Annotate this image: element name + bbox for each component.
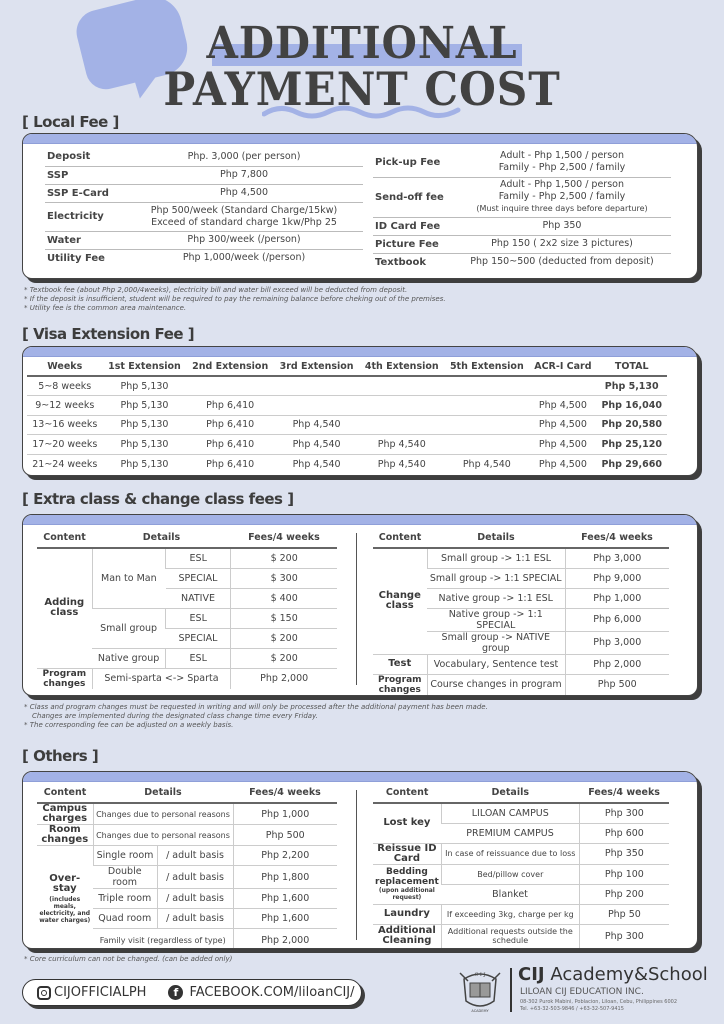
class-type: ESL [166, 608, 231, 628]
instagram-link[interactable]: CIJOFFICIALPH [54, 985, 147, 1000]
visa-fee [274, 376, 359, 396]
fee-value-line: Php 150~500 (deducted from deposit) [470, 256, 654, 268]
company-name: LILOAN CIJ EDUCATION INC. [520, 987, 644, 997]
local-fee-row [373, 148, 671, 177]
visa-fee: Php 6,410 [186, 415, 274, 435]
change-detail: Small group -> 1:1 ESL [427, 548, 565, 568]
fee-label: Picture Fee [375, 238, 439, 250]
section-title-others: [ Others ] [22, 747, 99, 765]
class-type: SPECIAL [166, 568, 231, 588]
col-header-content: Content [373, 527, 427, 548]
fee-value: $ 150 [231, 608, 337, 628]
visa-fee [444, 435, 529, 455]
visa-fee [186, 376, 274, 396]
visa-fee: Php 4,540 [292, 458, 341, 470]
visa-col-header: 3rd Extension [274, 357, 359, 376]
fee-label: Deposit [47, 151, 91, 163]
page-title-line1: ADDITIONAL [206, 18, 518, 69]
visa-fee: Php 6,410 [186, 396, 274, 416]
over-stay-sub: (includes meals, electricity, and water charges) [39, 896, 91, 924]
local-fee-row [45, 148, 363, 166]
visa-row [27, 454, 667, 474]
local-fee-row [45, 202, 363, 231]
visa-fee: Php 4,540 [377, 458, 426, 470]
fee-value-line: Php 150 ( 2x2 size 3 pictures) [491, 238, 633, 249]
note-line: * Textbook fee (about Php 2,000/4weeks), electricity bill and water bill exceed will be deducted from deposit. [24, 286, 408, 294]
wave-decoration [262, 104, 462, 120]
fee-value [125, 249, 363, 267]
fee-value: Php 50 [579, 904, 669, 924]
visa-row [27, 435, 667, 455]
fee-value: Php 9,000 [565, 568, 669, 588]
fee-value: $ 300 [231, 568, 337, 588]
visa-fee [359, 376, 444, 396]
content-program-changes: Program changes [42, 668, 87, 689]
card-header-bar [23, 347, 697, 357]
fee-value-line: Php. 3,000 (per person) [187, 150, 301, 162]
visa-total: Php 20,580 [596, 415, 667, 435]
fee-value: Php 300 [579, 803, 669, 823]
cleaning-detail: Additional requests outside the schedule [441, 924, 579, 948]
visa-card [22, 346, 698, 476]
room-basis: / adult basis [157, 909, 233, 929]
fee-value [125, 148, 363, 166]
fee-value: Php 6,000 [565, 608, 669, 631]
local-fee-row [45, 231, 363, 249]
content-campus-charges: Campus charges [37, 803, 93, 825]
fee-value-line: Php 300/week (/person) [187, 234, 301, 245]
visa-fee: Php 4,500 [529, 435, 596, 455]
change-class-table [373, 527, 669, 695]
local-fee-row [45, 184, 363, 202]
class-type: NATIVE [166, 588, 231, 608]
fee-label: Textbook [375, 256, 427, 268]
visa-table [27, 357, 667, 474]
visa-col-header: ACR-I Card [529, 357, 596, 376]
visa-fee: Php 4,500 [538, 458, 587, 470]
visa-fee [529, 376, 596, 396]
col-header-fees: Fees/4 weeks [565, 527, 669, 548]
content-lost-key: Lost key [373, 803, 441, 843]
fee-value: Php 1,000 [565, 588, 669, 608]
room-type: Quad room [93, 909, 157, 929]
card-header-bar [23, 772, 697, 782]
content-room-changes: Room changes [37, 825, 93, 846]
fee-value-line: Php 500/week (Standard Charge/15kw) [150, 204, 338, 216]
bedding-sub: (upon additional request) [378, 887, 435, 901]
others-table-right [373, 782, 669, 948]
fee-value: $ 200 [231, 628, 337, 648]
col-header-content: Content [373, 782, 441, 803]
content-change-class: Change class [373, 548, 427, 654]
fee-value-line: Php 4,500 [220, 187, 268, 198]
col-header-details: Details [441, 782, 579, 803]
brand-name [518, 964, 708, 985]
visa-total: Php 16,040 [596, 396, 667, 416]
visa-fee: Php 4,540 [462, 458, 511, 470]
card-header-bar [23, 134, 697, 144]
fee-value-line: Php 350 [542, 220, 582, 231]
bedding-detail: Bed/pillow cover [441, 864, 579, 884]
visa-total: Php 29,660 [601, 458, 662, 470]
fee-value: Php 1,600 [233, 909, 337, 929]
section-title-visa: [ Visa Extension Fee ] [22, 325, 195, 343]
note-line: * The corresponding fee can be adjusted on a weekly basis. [24, 721, 234, 729]
local-fee-card [22, 133, 698, 279]
facebook-icon: f [168, 985, 183, 1000]
fee-value [125, 184, 363, 202]
fee-value: Php 2,000 [565, 654, 669, 674]
svg-text:C I J: C I J [474, 972, 486, 978]
extra-class-card [22, 514, 698, 696]
column-divider [356, 790, 357, 940]
test-detail: Vocabulary, Sentence test [427, 654, 565, 674]
visa-fee: Php 5,130 [120, 458, 169, 470]
fee-value-line: Php 7,800 [220, 169, 268, 180]
local-fee-row [45, 166, 363, 184]
change-detail: Native group -> 1:1 ESL [427, 588, 565, 608]
fee-value: $ 200 [231, 548, 337, 568]
visa-fee: Php 4,500 [529, 415, 596, 435]
fee-value-line: Exceed of standard charge 1kw/Php 25 [151, 216, 337, 228]
visa-row [27, 396, 667, 416]
fee-label: Utility Fee [47, 252, 105, 264]
family-visit-detail: Family visit (regardless of type) [99, 936, 226, 946]
brand-divider [510, 968, 512, 1012]
visa-total: Php 25,120 [596, 435, 667, 455]
fee-value: Php 500 [565, 674, 669, 695]
fee-value-line: Adult - Php 1,500 / person [499, 179, 624, 190]
local-fee-table-left [45, 148, 363, 267]
fee-label: SSP E-Card [47, 187, 109, 199]
visa-fee: Php 5,130 [103, 396, 187, 416]
company-address: 08-302 Purok Mabini, Poblacion, Liloan, Cebu, Philippines 6002 [520, 999, 678, 1005]
fee-value [453, 253, 671, 271]
local-fee-row [373, 253, 671, 271]
col-header-fees: Fees/4 weeks [233, 782, 337, 803]
fee-value [125, 166, 363, 184]
fee-value-line: Php 1,000/week (/person) [182, 252, 306, 264]
svg-text:ACADEMY: ACADEMY [471, 1009, 489, 1013]
content-adding-class: Adding class [37, 548, 92, 668]
visa-fee [444, 396, 529, 416]
visa-fee: Php 4,500 [529, 396, 596, 416]
laundry-detail: If exceeding 3kg, charge per kg [441, 904, 579, 924]
visa-fee: Php 4,540 [274, 415, 359, 435]
fee-value: Php 600 [579, 823, 669, 843]
column-divider [356, 533, 357, 685]
note-line: * If the deposit is insufficient, student will be required to pay the remaining balance before cheking out of the premises. [24, 295, 446, 303]
room-basis: / adult basis [157, 866, 233, 889]
company-contact [520, 999, 677, 1013]
instagram-icon [37, 986, 51, 1000]
brand-rest: Academy&School [544, 964, 708, 985]
fee-value: Php 2,000 [233, 929, 337, 950]
extra-class-notes [24, 703, 488, 730]
col-header-content: Content [37, 527, 92, 548]
visa-fee: Php 6,410 [206, 458, 255, 470]
change-detail: Small group -> 1:1 SPECIAL [427, 568, 565, 588]
fee-value: $ 200 [231, 648, 337, 668]
visa-weeks: 21~24 weeks [32, 458, 98, 470]
col-header-fees: Fees/4 weeks [231, 527, 337, 548]
lost-key-detail: PREMIUM CAMPUS [441, 823, 579, 843]
fee-value: Php 3,000 [565, 631, 669, 654]
others-note: * Core curriculum can not be changed. (can be added only) [24, 955, 233, 963]
fee-value: Php 1,800 [233, 866, 337, 889]
visa-weeks: 5~8 weeks [27, 376, 103, 396]
local-fee-notes [24, 286, 446, 313]
fee-value-line: Family - Php 2,500 / family [498, 162, 626, 174]
visa-col-header: Weeks [27, 357, 103, 376]
visa-col-header: 1st Extension [103, 357, 187, 376]
social-links-bar [22, 979, 362, 1006]
bedding-label: Bedding replacement [375, 867, 439, 887]
bedding-detail: Blanket [441, 884, 579, 904]
room-basis: / adult basis [157, 889, 233, 909]
note-line: * Class and program changes must be requested in writing and will only be processed after the additional payment has been made. [24, 703, 488, 711]
room-type: Single room [93, 846, 157, 866]
room-basis: / adult basis [157, 846, 233, 866]
fee-value [453, 217, 671, 235]
visa-col-header: 4th Extension [359, 357, 444, 376]
fee-value: Php 1,000 [233, 803, 337, 825]
detail-man-to-man: Man to Man [92, 548, 165, 608]
fee-label: ID Card Fee [375, 220, 441, 232]
fee-value: Php 3,000 [565, 548, 669, 568]
fee-value: Php 1,600 [233, 889, 337, 909]
col-header-fees: Fees/4 weeks [579, 782, 669, 803]
fee-label: Water [47, 234, 81, 246]
others-card [22, 771, 698, 949]
visa-row [27, 376, 667, 396]
fee-label: Send-off fee [375, 191, 444, 203]
local-fee-table-right [373, 148, 671, 271]
visa-fee [359, 415, 444, 435]
visa-col-header: 2nd Extension [186, 357, 274, 376]
visa-fee: Php 5,130 [103, 415, 187, 435]
visa-weeks: 17~20 weeks [27, 435, 103, 455]
class-type: ESL [166, 648, 231, 668]
content-program-changes: Program changes [377, 674, 422, 695]
visa-fee: Php 4,540 [274, 435, 359, 455]
adding-class-table [37, 527, 337, 689]
visa-fee [444, 376, 529, 396]
fee-value: Php 2,000 [231, 668, 337, 689]
fee-value: Php 300 [579, 924, 669, 948]
visa-fee [359, 396, 444, 416]
fee-value: $ 400 [231, 588, 337, 608]
fee-value: Php 500 [233, 825, 337, 846]
brand-bold: CIJ [518, 964, 545, 985]
fee-label: Pick-up Fee [375, 156, 441, 168]
facebook-link[interactable]: FACEBOOK.COM/liloanCIJ/ [189, 985, 355, 1000]
section-title-local-fee: [ Local Fee ] [22, 113, 119, 131]
visa-col-header: 5th Extension [444, 357, 529, 376]
visa-col-header: TOTAL [596, 357, 667, 376]
fee-label: Electricity [47, 211, 104, 222]
fee-value: Php 2,200 [233, 846, 337, 866]
local-fee-row [373, 217, 671, 235]
fee-label: SSP [47, 169, 69, 181]
visa-fee [444, 415, 529, 435]
col-header-details: Details [427, 527, 565, 548]
detail-small-group: Small group [92, 608, 165, 648]
fee-value [453, 148, 671, 177]
content-bedding-replacement [373, 864, 441, 904]
content-reissue-id: Reissue ID Card [373, 843, 441, 864]
others-table-left [37, 782, 337, 949]
change-detail: Small group -> NATIVE group [427, 631, 565, 654]
change-detail: Native group -> 1:1 SPECIAL [427, 608, 565, 631]
room-detail: Changes due to personal reasons [93, 825, 233, 846]
visa-row [27, 415, 667, 435]
content-laundry: Laundry [373, 904, 441, 924]
visa-fee [274, 396, 359, 416]
content-additional-cleaning: Additional Cleaning [377, 925, 436, 947]
content-over-stay [37, 846, 93, 950]
fee-value: Php 200 [579, 884, 669, 904]
col-header-details: Details [93, 782, 233, 803]
reissue-detail: In case of reissuance due to loss [441, 843, 579, 864]
fee-value: Php 350 [579, 843, 669, 864]
program-detail: Semi-sparta <-> Sparta [92, 668, 231, 689]
campus-detail: Changes due to personal reasons [93, 803, 233, 825]
class-type: ESL [166, 548, 231, 568]
local-fee-row [373, 235, 671, 253]
cij-logo-icon [456, 965, 504, 1015]
fee-value-line: (Must inquire three days before departure) [476, 204, 648, 213]
visa-total: Php 5,130 [596, 376, 667, 396]
content-test: Test [373, 654, 427, 674]
room-type: Triple room [93, 889, 157, 909]
note-line: Changes are implemented during the designated class change time every Friday. [32, 712, 318, 720]
section-title-extra-class: [ Extra class & change class fees ] [22, 490, 294, 508]
page-title-line2: PAYMENT COST [163, 62, 561, 116]
lost-key-detail: LILOAN CAMPUS [441, 803, 579, 823]
company-tel: Tel. +63-32-503-9846 / +63-32-507-9415 [520, 1006, 624, 1012]
visa-weeks: 13~16 weeks [27, 415, 103, 435]
visa-fee: Php 6,410 [186, 435, 274, 455]
fee-value-line: Family - Php 2,500 / family [498, 191, 626, 202]
fee-value [453, 177, 671, 217]
fee-value [125, 202, 363, 231]
fee-value [453, 235, 671, 253]
fee-value-line: Adult - Php 1,500 / person [499, 150, 624, 162]
visa-fee: Php 5,130 [103, 376, 187, 396]
card-header-bar [23, 515, 697, 525]
fee-value: Php 100 [579, 864, 669, 884]
visa-fee: Php 5,130 [103, 435, 187, 455]
col-header-content: Content [37, 782, 93, 803]
detail-native-group: Native group [92, 648, 165, 668]
room-type: Double room [93, 866, 157, 889]
local-fee-row [45, 249, 363, 267]
over-stay-label: Over-stay [49, 873, 81, 894]
visa-weeks: 9~12 weeks [27, 396, 103, 416]
fee-value [125, 231, 363, 249]
visa-fee: Php 4,540 [359, 435, 444, 455]
col-header-details: Details [92, 527, 231, 548]
local-fee-row [373, 177, 671, 217]
program-detail: Course changes in program [427, 674, 565, 695]
note-line: * Utility fee is the common area maintenance. [24, 304, 187, 312]
class-type: SPECIAL [166, 628, 231, 648]
